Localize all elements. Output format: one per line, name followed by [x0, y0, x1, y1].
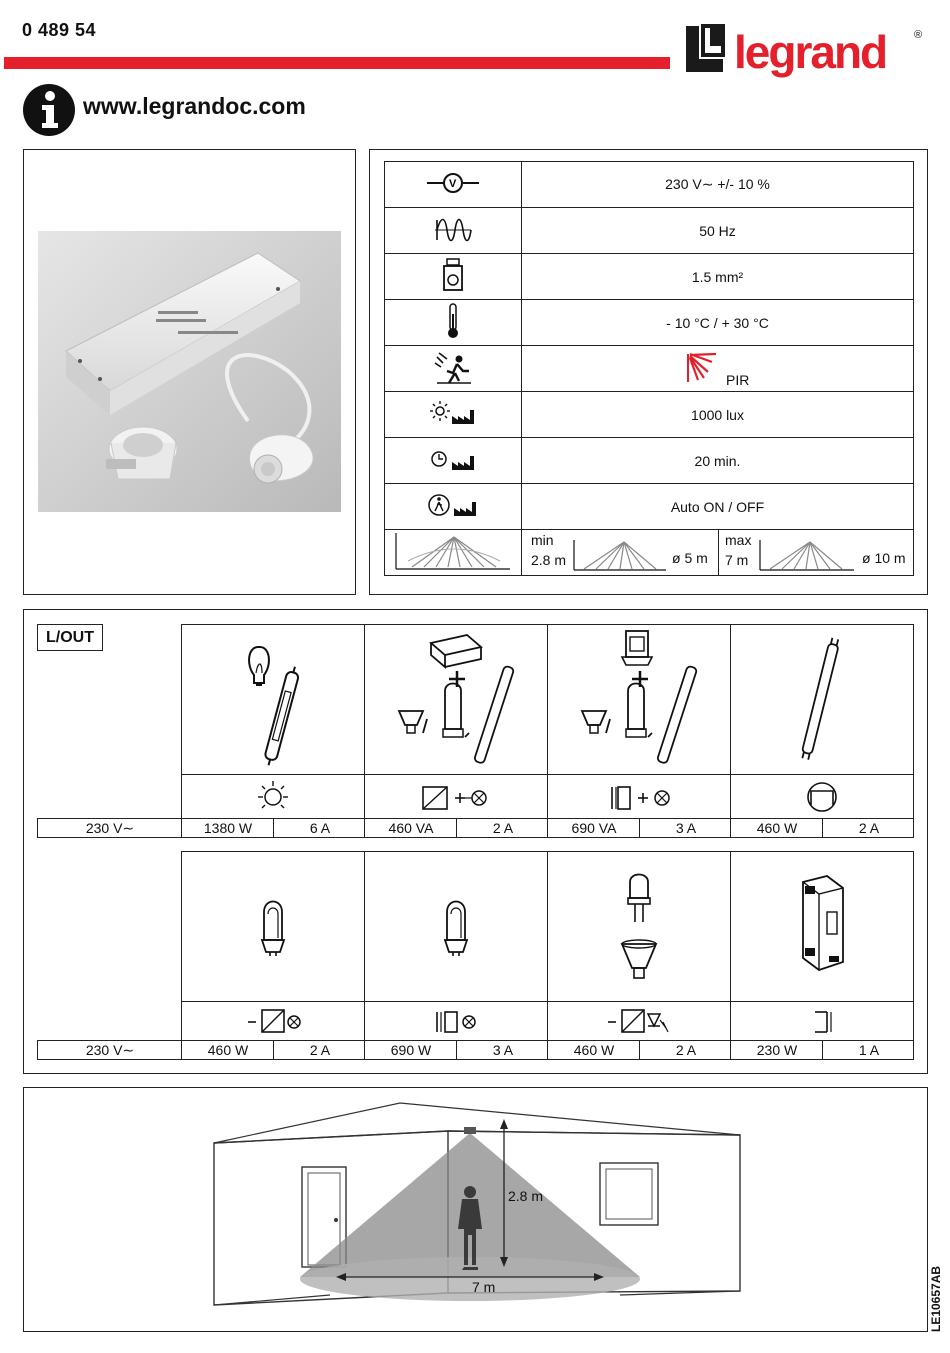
spec-row-temperature	[385, 300, 914, 346]
legrand-logo	[686, 22, 926, 84]
row1-value: 6 A	[309, 820, 331, 836]
spec-row-lux	[385, 392, 914, 438]
symbol-cell-cfl-ferromagnetic	[364, 1001, 548, 1041]
row2-value: 460 W	[573, 1042, 615, 1058]
transformer-lamps-icon	[365, 625, 547, 774]
spec-row-voltage	[385, 162, 914, 208]
cfl-lamp-icon	[365, 852, 547, 1001]
coverage-max-diagram	[758, 538, 856, 572]
spec-row-detection	[385, 346, 914, 392]
pir-label: PIR	[726, 372, 750, 388]
row2-value: 3 A	[492, 1042, 514, 1058]
row2-voltage: 230 V∼	[85, 1041, 135, 1058]
load-cell-contactor	[730, 851, 914, 1002]
spec-row-mode	[385, 484, 914, 530]
spec-row-frequency	[385, 208, 914, 254]
contactor-symbol-icon	[731, 1002, 913, 1040]
row1-value: 690 VA	[571, 820, 617, 836]
product-photo	[38, 231, 341, 512]
svg-text:V: V	[449, 178, 457, 190]
product-reference: 0 489 54	[22, 20, 97, 40]
ferromagnetic-lamps-icon	[548, 625, 730, 774]
row1-value: 460 VA	[388, 820, 434, 836]
led-lamps-icon	[548, 852, 730, 1001]
electronic-transformer-symbol-icon	[365, 775, 547, 818]
room-width-label: 7 m	[472, 1279, 496, 1295]
symbol-cell-fluorescent	[730, 774, 914, 819]
thermometer-icon	[443, 302, 463, 340]
load-cell-electronic-transformer	[364, 624, 548, 775]
row2-value: 460 W	[207, 1042, 249, 1058]
terminal-icon	[441, 258, 465, 292]
row1-value: 2 A	[858, 820, 880, 836]
svg-text:legrand: legrand	[734, 26, 887, 78]
spec-row-coverage	[385, 530, 914, 576]
symbol-cell-ferromagnetic	[547, 774, 731, 819]
load-cell-cfl-electronic	[181, 851, 365, 1002]
halogen-lamps-icon	[182, 625, 364, 774]
output-label: L/OUT	[37, 624, 103, 651]
ferromagnetic-ballast-symbol-icon	[365, 1002, 547, 1040]
symbol-cell-cfl-electronic	[181, 1001, 365, 1041]
coverage-max-label: max	[725, 532, 752, 548]
lamp-symbol-icon	[182, 775, 364, 818]
load-cell-ferromagnetic-transformer	[547, 624, 731, 775]
symbol-cell-contactor	[730, 1001, 914, 1041]
load-values-row-1	[37, 818, 914, 838]
row1-value: 2 A	[492, 820, 514, 836]
document-id: LE10657AB	[929, 1265, 943, 1332]
symbol-cell-lamp	[181, 774, 365, 819]
ferromagnetic-transformer-symbol-icon	[548, 775, 730, 818]
load-cell-halogen	[181, 624, 365, 775]
header-red-bar	[4, 57, 670, 69]
contactor-module-icon	[731, 852, 913, 1001]
pir-sensor-icon	[684, 350, 724, 386]
load-cell-fluorescent	[730, 624, 914, 775]
coverage-min-diagram	[572, 538, 668, 572]
coverage-min-label: min	[531, 532, 554, 548]
coverage-max-diameter: ø 10 m	[862, 550, 906, 566]
frequency-icon	[433, 214, 473, 244]
cable-value: 1.5 mm²	[522, 254, 914, 300]
temperature-value: - 10 °C / + 30 °C	[522, 300, 914, 346]
row2-value: 2 A	[309, 1042, 331, 1058]
specs-table	[384, 161, 914, 576]
voltage-icon	[423, 170, 483, 196]
motion-detection-icon	[433, 349, 473, 385]
row1-value: 460 W	[756, 820, 798, 836]
row2-value: 690 W	[390, 1042, 432, 1058]
room-detection-diagram	[200, 1095, 760, 1325]
row1-value: 3 A	[675, 820, 697, 836]
load-values-row-2	[37, 1040, 914, 1060]
load-cell-led	[547, 851, 731, 1002]
light-threshold-icon	[430, 400, 476, 426]
row2-value: 230 W	[756, 1042, 798, 1058]
load-cell-cfl-ferromagnetic	[364, 851, 548, 1002]
fluorescent-symbol-icon	[731, 775, 913, 818]
cfl-lamp-icon	[182, 852, 364, 1001]
website-link[interactable]: www.legrandoc.com	[83, 93, 306, 119]
fluorescent-tube-icon	[731, 625, 913, 774]
mode-value: Auto ON / OFF	[522, 484, 914, 530]
row2-value: 2 A	[675, 1042, 697, 1058]
symbol-cell-electronic	[364, 774, 548, 819]
delay-value: 20 min.	[522, 438, 914, 484]
auto-mode-icon	[428, 491, 478, 519]
timer-icon	[430, 446, 476, 472]
room-height-label: 2.8 m	[508, 1188, 544, 1204]
coverage-diagram-icon	[394, 531, 512, 571]
coverage-max-height: 7 m	[725, 552, 749, 568]
spec-row-cable	[385, 254, 914, 300]
lux-value: 1000 lux	[522, 392, 914, 438]
row1-value: 1380 W	[203, 820, 253, 836]
row2-value: 1 A	[858, 1042, 880, 1058]
info-icon	[22, 83, 76, 137]
coverage-min-diameter: ø 5 m	[672, 550, 708, 566]
electronic-ballast-symbol-icon	[182, 1002, 364, 1040]
led-driver-symbol-icon	[548, 1002, 730, 1040]
coverage-min-height: 2.8 m	[531, 552, 567, 568]
spec-row-delay	[385, 438, 914, 484]
frequency-value: 50 Hz	[522, 208, 914, 254]
symbol-cell-led	[547, 1001, 731, 1041]
svg-text:®: ®	[914, 29, 923, 41]
row1-voltage: 230 V∼	[85, 819, 135, 836]
voltage-value: 230 V∼ +/- 10 %	[522, 162, 914, 208]
